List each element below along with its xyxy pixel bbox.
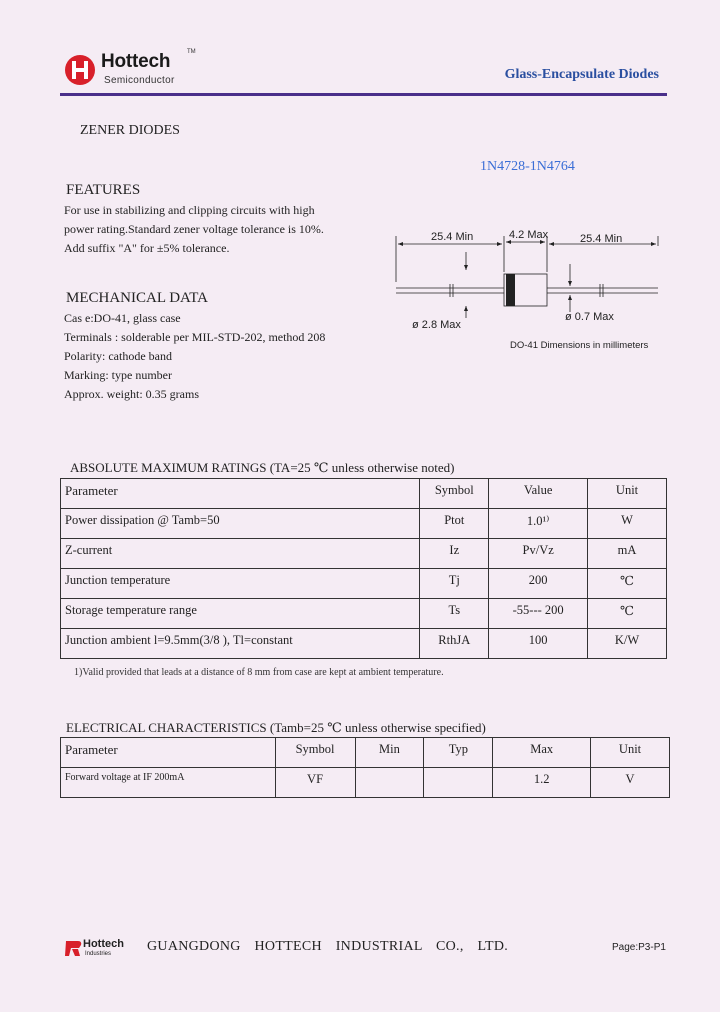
body-length-label: 4.2 Max bbox=[509, 229, 549, 241]
table-cell: Ptot bbox=[420, 509, 489, 539]
diagram-caption: DO-41 Dimensions in millimeters bbox=[510, 340, 649, 351]
abs-max-footnote: 1)Valid provided that leads at a distance of 8 mm from case are kept at ambient temperature. bbox=[74, 667, 444, 678]
column-header: Parameter bbox=[61, 479, 420, 509]
header-divider bbox=[60, 93, 667, 96]
table-cell: 1.0¹⁾ bbox=[489, 509, 588, 539]
table-row bbox=[61, 629, 667, 659]
table-cell: 100 bbox=[489, 629, 588, 659]
table-cell: Iz bbox=[420, 539, 489, 569]
logo-subtitle: Semiconductor bbox=[104, 75, 175, 86]
table-header-row bbox=[61, 738, 670, 768]
table-cell: -55--- 200 bbox=[489, 599, 588, 629]
mechanical-line: Approx. weight: 0.35 grams bbox=[64, 387, 199, 401]
mechanical-heading: MECHANICAL DATA bbox=[66, 290, 208, 306]
table-row bbox=[61, 569, 667, 599]
table-row bbox=[61, 539, 667, 569]
table-cell: Junction ambient l=9.5mm(3/8 ), Tl=constant bbox=[61, 629, 420, 659]
column-header: Parameter bbox=[61, 738, 276, 768]
table-cell: VF bbox=[275, 768, 355, 798]
abs-max-table bbox=[60, 478, 667, 659]
column-header: Value bbox=[489, 479, 588, 509]
features-heading: FEATURES bbox=[66, 182, 141, 198]
feature-line: For use in stabilizing and clipping circuits with high bbox=[64, 203, 315, 217]
table-cell: RthJA bbox=[420, 629, 489, 659]
elec-char-title: ELECTRICAL CHARACTERISTICS (Tamb=25 ℃ unless otherwise specified) bbox=[66, 720, 486, 735]
table-row bbox=[61, 599, 667, 629]
elec-char-table bbox=[60, 737, 670, 798]
table-cell: Ts bbox=[420, 599, 489, 629]
table-cell bbox=[355, 768, 424, 798]
mechanical-line: Terminals : solderable per MIL-STD-202, method 208 bbox=[64, 330, 326, 344]
logo-name: Hottech bbox=[101, 51, 171, 72]
table-cell: mA bbox=[588, 539, 667, 569]
body-diameter-label: ø 2.8 Max bbox=[412, 319, 461, 331]
table-row bbox=[61, 509, 667, 539]
column-header: Symbol bbox=[420, 479, 489, 509]
hottech-footer-logo-icon bbox=[62, 938, 84, 958]
footer-logo-name: Hottech bbox=[83, 938, 124, 950]
company-name: GUANGDONG HOTTECH INDUSTRIAL CO., LTD. bbox=[147, 939, 509, 954]
table-cell: Z-current bbox=[61, 539, 420, 569]
mechanical-line: Polarity: cathode band bbox=[64, 349, 172, 363]
abs-max-title: ABSOLUTE MAXIMUM RATINGS (TA=25 ℃ unless otherwise noted) bbox=[70, 460, 455, 475]
lead-length-left-label: 25.4 Min bbox=[431, 231, 474, 243]
logo-trademark: TM bbox=[187, 49, 196, 55]
zener-heading: ZENER DIODES bbox=[80, 123, 180, 138]
column-header: Max bbox=[493, 738, 591, 768]
document-title: Glass-Encapsulate Diodes bbox=[504, 67, 659, 82]
lead-length-right-label: 25.4 Min bbox=[580, 233, 623, 245]
mechanical-line: Cas e:DO-41, glass case bbox=[64, 311, 181, 325]
table-cell: K/W bbox=[588, 629, 667, 659]
table-cell bbox=[424, 768, 493, 798]
table-cell: Power dissipation @ Tamb=50 bbox=[61, 509, 420, 539]
column-header: Typ bbox=[424, 738, 493, 768]
mechanical-line: Marking: type number bbox=[64, 368, 172, 382]
footer-logo-subtitle: Industries bbox=[85, 951, 112, 957]
table-cell: Pv/Vz bbox=[489, 539, 588, 569]
table-cell: V bbox=[591, 768, 670, 798]
cathode-band bbox=[506, 274, 515, 306]
page-number: Page:P3-P1 bbox=[612, 942, 666, 953]
table-cell: Storage temperature range bbox=[61, 599, 420, 629]
table-cell: Junction temperature bbox=[61, 569, 420, 599]
lead-diameter-label: ø 0.7 Max bbox=[565, 311, 614, 323]
column-header: Symbol bbox=[275, 738, 355, 768]
table-cell: 1.2 bbox=[493, 768, 591, 798]
feature-line: Add suffix "A" for ±5% tolerance. bbox=[64, 241, 230, 255]
table-cell: W bbox=[588, 509, 667, 539]
table-cell: Tj bbox=[420, 569, 489, 599]
hottech-logo-icon bbox=[64, 54, 96, 86]
column-header: Min bbox=[355, 738, 424, 768]
table-cell: 200 bbox=[489, 569, 588, 599]
do41-package-diagram bbox=[390, 222, 662, 352]
table-cell: Forward voltage at IF 200mA bbox=[61, 768, 276, 798]
feature-line: power rating.Standard zener voltage tolerance is 10%. bbox=[64, 222, 324, 236]
column-header: Unit bbox=[591, 738, 670, 768]
table-cell: ℃ bbox=[588, 599, 667, 629]
table-cell: ℃ bbox=[588, 569, 667, 599]
part-number-range: 1N4728-1N4764 bbox=[480, 159, 575, 174]
table-row bbox=[61, 768, 670, 798]
column-header: Unit bbox=[588, 479, 667, 509]
table-header-row bbox=[61, 479, 667, 509]
